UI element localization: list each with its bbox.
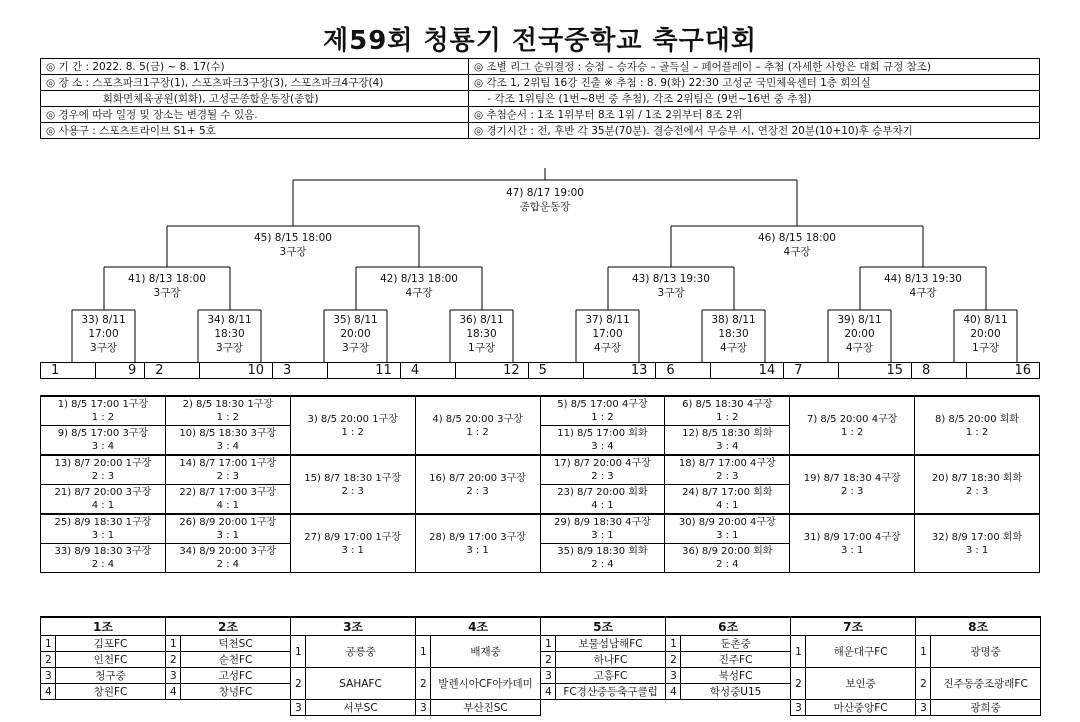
r16-33-label (73, 313, 134, 355)
r16-38-label (703, 313, 764, 355)
quarter-venue: 3구장 (153, 287, 181, 299)
team-name: 청구중 (56, 668, 166, 684)
page-title: 제59회 청룡기 전국중학교 축구대회 (323, 26, 757, 56)
seed-slot: 15 (839, 363, 912, 379)
team-name: 마산중앙FC (806, 700, 916, 716)
quarter-44-label (873, 272, 973, 300)
team-name: 서부SC (306, 700, 416, 716)
team-number: 1 (41, 636, 56, 652)
seed-slot: 16 (966, 363, 1039, 379)
r16-time: 18:30 (718, 328, 749, 340)
match-cell: 8) 8/5 20:00 회화 1 : 2 (915, 396, 1040, 455)
team-number: 1 (916, 636, 931, 668)
match-cell: 2) 8/5 18:30 1구장 1 : 2 (165, 396, 290, 426)
match-cell: 9) 8/5 17:00 3구장 3 : 4 (41, 426, 166, 456)
seed-slot: 4 (400, 363, 455, 379)
r16-date: 35) 8/11 (333, 314, 378, 326)
team-name: 북성FC (681, 668, 791, 684)
match-cell: 16) 8/7 20:00 3구장 2 : 3 (415, 455, 540, 514)
match-cell: 14) 8/7 17:00 1구장 2 : 3 (165, 455, 290, 485)
team-name: 부산진SC (431, 700, 541, 716)
r16-time: 17:00 (88, 328, 119, 340)
r16-35-label (325, 313, 386, 355)
seed-slot: 10 (200, 363, 273, 379)
group-header: 6조 (666, 617, 791, 636)
info-match-time: ◎ 경기시간 : 전, 후반 각 35분(70분). 결승전에서 무승부 시, 연장전 20분(10+10)후 승부차기 (469, 123, 1040, 139)
team-number: 2 (666, 652, 681, 668)
match-cell: 13) 8/7 20:00 1구장 2 : 3 (41, 455, 166, 485)
match-cell: 35) 8/9 18:30 회화 2 : 4 (540, 544, 665, 573)
r16-venue: 3구장 (90, 342, 117, 354)
match-cell: 32) 8/9 17:00 회화 3 : 1 (915, 514, 1040, 573)
r16-date: 37) 8/11 (585, 314, 630, 326)
r16-date: 40) 8/11 (963, 314, 1008, 326)
team-number: 3 (541, 668, 556, 684)
team-number: 2 (791, 668, 806, 700)
team-number: 2 (291, 668, 306, 700)
match-cell: 18) 8/7 17:00 4구장 2 : 3 (665, 455, 790, 485)
team-name: 덕천SC (181, 636, 291, 652)
match-cell: 27) 8/9 17:00 1구장 3 : 1 (290, 514, 415, 573)
team-name: 창녕FC (181, 684, 291, 700)
team-number: 4 (541, 684, 556, 700)
team-name: 공릉중 (306, 636, 416, 668)
seed-slot: 3 (273, 363, 328, 379)
match-cell: 29) 8/9 18:30 4구장 3 : 1 (540, 514, 665, 544)
r16-36-label (451, 313, 512, 355)
team-number: 3 (666, 668, 681, 684)
team-name: 순천FC (181, 652, 291, 668)
semi-venue: 4구장 (783, 246, 811, 258)
match-cell: 31) 8/9 17:00 4구장 3 : 1 (790, 514, 915, 573)
quarter-time: 43) 8/13 19:30 (632, 273, 710, 285)
team-name: FC경산중등축구클럽 (556, 684, 666, 700)
team-number: 3 (41, 668, 56, 684)
seed-slot: 12 (455, 363, 528, 379)
seed-slot: 6 (656, 363, 711, 379)
r16-venue: 1구장 (972, 342, 999, 354)
r16-40-label (955, 313, 1016, 355)
seed-slot: 13 (583, 363, 656, 379)
info-draw-detail: - 각조 1위팀은 (1번~8번 중 추첨), 각조 2위팀은 (9번~16번 중 추첨) (469, 91, 1040, 107)
seed-row (40, 362, 1040, 379)
team-name: 해운대구FC (806, 636, 916, 668)
team-number: 3 (166, 668, 181, 684)
team-name: 고성FC (181, 668, 291, 684)
r16-venue: 1구장 (468, 342, 495, 354)
info-advance-rule: ◎ 각조 1, 2위팀 16강 진출 ※ 추첨 : 8. 9(화) 22:30 고성군 국민체육센터 1층 회의실 (469, 75, 1040, 91)
semi-time: 46) 8/15 18:00 (758, 232, 836, 244)
match-cell: 28) 8/9 17:00 3구장 3 : 1 (415, 514, 540, 573)
team-name: 보인중 (806, 668, 916, 700)
team-number: 2 (166, 652, 181, 668)
match-cell: 30) 8/9 20:00 4구장 3 : 1 (665, 514, 790, 544)
match-cell: 1) 8/5 17:00 1구장 1 : 2 (41, 396, 166, 426)
group-header: 1조 (41, 617, 166, 636)
r16-venue: 4구장 (594, 342, 621, 354)
r16-venue: 4구장 (846, 342, 873, 354)
team-name: 김포FC (56, 636, 166, 652)
team-number: 2 (416, 668, 431, 700)
quarter-venue: 3구장 (657, 287, 685, 299)
team-number: 2 (541, 652, 556, 668)
team-name: 진주동중조광래FC (931, 668, 1041, 700)
groups-table (40, 616, 1041, 716)
match-cell: 22) 8/7 17:00 3구장 4 : 1 (165, 485, 290, 515)
info-ball: ◎ 사용구 : 스포츠트라이브 S1+ 5호 (41, 123, 469, 139)
group-header: 5조 (541, 617, 666, 636)
team-number: 1 (791, 636, 806, 668)
team-number: 1 (166, 636, 181, 652)
info-venue: ◎ 장 소 : 스포츠파크1구장(1), 스포츠파크3구장(3), 스포츠파크4구장(4) (41, 75, 469, 91)
r16-date: 36) 8/11 (459, 314, 504, 326)
info-period: ◎ 기 간 : 2022. 8. 5(금) ~ 8. 17(수) (41, 59, 469, 75)
group-header: 7조 (791, 617, 916, 636)
r16-time: 17:00 (592, 328, 623, 340)
team-number: 4 (166, 684, 181, 700)
team-name: 발렌시아CF아카데미 (431, 668, 541, 700)
match-cell: 33) 8/9 18:30 3구장 2 : 4 (41, 544, 166, 573)
team-name: 학성중U15 (681, 684, 791, 700)
group-schedule-table (40, 395, 1040, 573)
r16-time: 18:30 (466, 328, 497, 340)
r16-venue: 4구장 (720, 342, 747, 354)
quarter-41-label (117, 272, 217, 300)
match-cell: 20) 8/7 18:30 회화 2 : 3 (915, 455, 1040, 514)
info-draw-order: ◎ 추첨순서 : 1조 1위부터 8조 1위 / 1조 2위부터 8조 2위 (469, 107, 1040, 123)
seed-slot: 8 (912, 363, 967, 379)
semi-45-label (243, 231, 343, 259)
quarter-venue: 4구장 (405, 287, 433, 299)
quarter-43-label (621, 272, 721, 300)
team-name: 창원FC (56, 684, 166, 700)
team-name: 하나FC (556, 652, 666, 668)
team-number: 3 (791, 700, 806, 716)
info-venue-2: 회화면체육공원(회화), 고성군종합운동장(종합) (41, 91, 469, 107)
match-cell: 12) 8/5 18:30 회화 3 : 4 (665, 426, 790, 456)
match-cell: 25) 8/9 18:30 1구장 3 : 1 (41, 514, 166, 544)
r16-venue: 3구장 (342, 342, 369, 354)
team-name: 고흥FC (556, 668, 666, 684)
seed-slot: 11 (328, 363, 401, 379)
team-name: 광희중 (931, 700, 1041, 716)
team-number: 2 (916, 668, 931, 700)
team-number: 1 (291, 636, 306, 668)
quarter-42-label (369, 272, 469, 300)
semi-46-label (747, 231, 847, 259)
info-ranking-rule: ◎ 조별 리그 순위결정 : 승점 – 승자승 – 골득실 – 페어플레이 – 추첨 (자세한 사항은 대회 규정 참조) (469, 59, 1040, 75)
match-cell: 15) 8/7 18:30 1구장 2 : 3 (290, 455, 415, 514)
team-name: 광명중 (931, 636, 1041, 668)
semi-time: 45) 8/15 18:00 (254, 232, 332, 244)
team-name: 배재중 (431, 636, 541, 668)
team-name: SAHAFC (306, 668, 416, 700)
quarter-venue: 4구장 (909, 287, 937, 299)
r16-date: 38) 8/11 (711, 314, 756, 326)
info-change-notice: ◎ 경우에 따라 일정 및 장소는 변경될 수 있음. (41, 107, 469, 123)
match-cell: 36) 8/9 20:00 회화 2 : 4 (665, 544, 790, 573)
r16-date: 39) 8/11 (837, 314, 882, 326)
team-number: 2 (41, 652, 56, 668)
quarter-time: 41) 8/13 18:00 (128, 273, 206, 285)
r16-time: 18:30 (214, 328, 245, 340)
semi-venue: 3구장 (279, 246, 307, 258)
match-cell: 19) 8/7 18:30 4구장 2 : 3 (790, 455, 915, 514)
quarter-time: 42) 8/13 18:00 (380, 273, 458, 285)
match-cell: 3) 8/5 20:00 1구장 1 : 2 (290, 396, 415, 455)
match-cell: 5) 8/5 17:00 4구장 1 : 2 (540, 396, 665, 426)
team-number: 1 (541, 636, 556, 652)
match-cell: 6) 8/5 18:30 4구장 1 : 2 (665, 396, 790, 426)
match-cell: 26) 8/9 20:00 1구장 3 : 1 (165, 514, 290, 544)
group-header: 4조 (416, 617, 541, 636)
r16-date: 33) 8/11 (81, 314, 126, 326)
team-number: 1 (666, 636, 681, 652)
quarter-time: 44) 8/13 19:30 (884, 273, 962, 285)
final-venue: 종합운동장 (519, 201, 571, 213)
match-cell: 4) 8/5 20:00 3구장 1 : 2 (415, 396, 540, 455)
team-number: 1 (416, 636, 431, 668)
team-name: 진주FC (681, 652, 791, 668)
match-cell: 17) 8/7 20:00 4구장 2 : 3 (540, 455, 665, 485)
match-cell: 7) 8/5 20:00 4구장 1 : 2 (790, 396, 915, 455)
r16-34-label (199, 313, 260, 355)
r16-39-label (829, 313, 890, 355)
seed-slot: 2 (145, 363, 200, 379)
r16-time: 20:00 (844, 328, 875, 340)
seed-slot: 14 (711, 363, 784, 379)
match-cell: 10) 8/5 18:30 3구장 3 : 4 (165, 426, 290, 456)
team-number: 3 (416, 700, 431, 716)
seed-slot: 1 (41, 363, 96, 379)
team-number: 3 (916, 700, 931, 716)
seed-slot: 5 (528, 363, 583, 379)
r16-37-label (577, 313, 638, 355)
team-name: 둔촌중 (681, 636, 791, 652)
match-cell: 24) 8/7 17:00 회화 4 : 1 (665, 485, 790, 515)
r16-venue: 3구장 (216, 342, 243, 354)
team-name: 보물섬남해FC (556, 636, 666, 652)
group-header: 2조 (166, 617, 291, 636)
r16-date: 34) 8/11 (207, 314, 252, 326)
seed-slot: 7 (784, 363, 839, 379)
match-cell: 34) 8/9 20:00 3구장 2 : 4 (165, 544, 290, 573)
team-name: 인천FC (56, 652, 166, 668)
match-cell: 21) 8/7 20:00 3구장 4 : 1 (41, 485, 166, 515)
team-number: 4 (666, 684, 681, 700)
r16-time: 20:00 (970, 328, 1001, 340)
team-number: 4 (41, 684, 56, 700)
r16-time: 20:00 (340, 328, 371, 340)
match-cell: 23) 8/7 20:00 회화 4 : 1 (540, 485, 665, 515)
final-match-label (495, 186, 595, 214)
final-time: 47) 8/17 19:00 (506, 187, 584, 199)
team-number: 3 (291, 700, 306, 716)
seed-slot: 9 (95, 363, 144, 379)
match-cell: 11) 8/5 17:00 회화 3 : 4 (540, 426, 665, 456)
group-header: 3조 (291, 617, 416, 636)
group-header: 8조 (916, 617, 1041, 636)
